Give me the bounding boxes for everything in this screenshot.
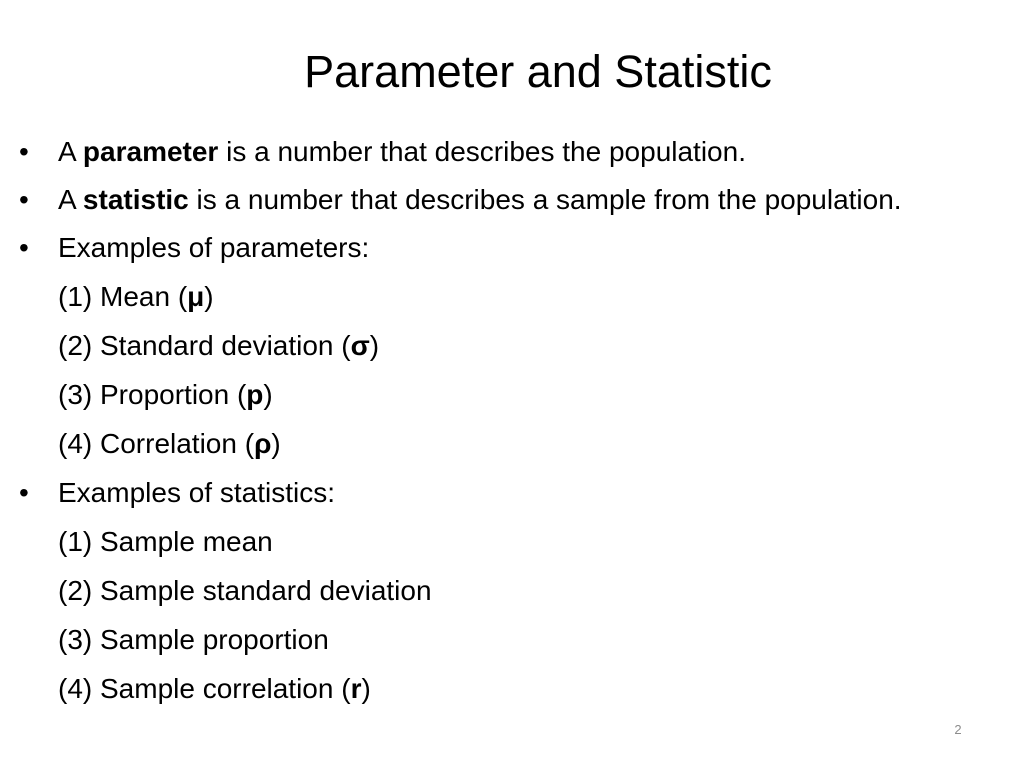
text-segment: ) [361,673,371,704]
statistic-example-sample-proportion: (3) Sample proportion [58,624,329,655]
text-segment: ) [369,330,380,361]
text-segment: (1) Mean ( [58,281,188,312]
term-statistic: statistic [82,184,189,215]
text-segment: (4) Sample correlation ( [58,673,351,704]
bullet-list [19,131,919,717]
parameter-example-standard-deviation [19,325,919,367]
slide-number: 2 [954,722,962,737]
text-segment: (2) Standard deviation ( [58,330,351,361]
parameter-example-proportion [19,374,919,416]
bullet-examples-of-parameters: • Examples of parameters: [19,227,919,269]
parameter-example-mean [19,276,919,318]
symbol-mu: μ [187,281,205,312]
text-segment: (4) Correlation ( [58,428,255,459]
statistic-example-sample-correlation [19,668,919,710]
slide-title: Parameter and Statistic [304,46,772,97]
text-segment: A [58,136,83,167]
bullet-parameter-definition [19,131,919,173]
symbol-r: r [350,673,362,704]
text-segment: is a number that describes the population. [218,136,746,167]
symbol-sigma: σ [350,330,370,361]
term-parameter: parameter [82,136,219,167]
parameter-example-correlation [19,423,919,465]
text-segment: ) [263,379,273,410]
text-segment: (3) Proportion ( [58,379,247,410]
statistic-example-sample-mean: (1) Sample mean [58,526,273,557]
text-segment: ) [204,281,214,312]
text-segment: ) [271,428,281,459]
symbol-rho: ρ [254,428,272,459]
text-segment: A [58,184,83,215]
text-segment: is a number that describes a sample from the population. [188,184,902,215]
symbol-p: p [246,379,264,410]
statistic-example-sample-standard-deviation: (2) Sample standard deviation [58,575,432,606]
bullet-statistic-definition [19,180,919,220]
bullet-examples-of-statistics: • Examples of statistics: [19,472,919,514]
